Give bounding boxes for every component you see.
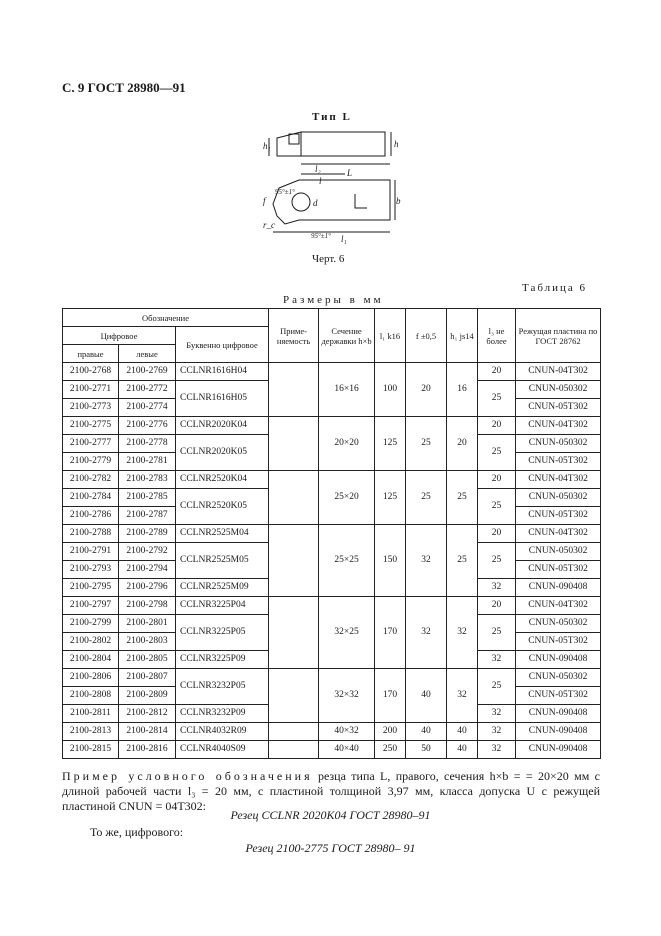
table-body	[63, 363, 601, 759]
label-angle1: 95°±1°	[275, 188, 295, 196]
cell-h1: 32	[447, 597, 478, 669]
label-d: d	[313, 198, 318, 208]
page-header: С. 9 ГОСТ 28980—91	[62, 80, 186, 95]
cell-h1: 25	[447, 525, 478, 597]
cell-right-code: 2100-2813	[63, 723, 119, 741]
cell-insert: CNUN-05T302	[516, 507, 601, 525]
cell-l3: 32	[478, 651, 516, 669]
cell-section: 40×40	[319, 741, 375, 759]
cell-l3: 32	[478, 723, 516, 741]
cell-right-code: 2100-2788	[63, 525, 119, 543]
cell-left-code: 2100-2812	[119, 705, 176, 723]
cell-left-code: 2100-2776	[119, 417, 176, 435]
cell-section: 25×20	[319, 471, 375, 525]
cell-letter-code: CCLNR4032R09	[176, 723, 269, 741]
header-insert: Режущая пластина по ГОСТ 28762	[516, 309, 601, 363]
cell-letter-code: CCLNR1616H04	[176, 363, 269, 381]
label-L: L	[347, 168, 353, 178]
cell-f: 25	[406, 471, 447, 525]
header-letter: Буквенно цифровое	[176, 327, 269, 363]
header-f: f ±0,5	[406, 309, 447, 363]
header-usage: Приме-няемость	[269, 309, 319, 363]
cell-left-code: 2100-2783	[119, 471, 176, 489]
cell-f: 32	[406, 525, 447, 597]
example-same-digital: То же, цифрового:	[90, 825, 184, 839]
cell-section: 25×25	[319, 525, 375, 597]
cell-left-code: 2100-2803	[119, 633, 176, 651]
cell-insert: CNUN-090408	[516, 705, 601, 723]
cell-usage	[269, 741, 319, 759]
example-intro-rest: резца типа L, правого, сечения h×b = = 20×20 мм с длиной рабочей части l₃ = 20 мм, с пластиной толщиной 3,97 мм, класса допуска U с режущей пластиной CNUN = 04T302:	[62, 769, 601, 813]
cell-f: 20	[406, 363, 447, 417]
cell-left-code: 2100-2801	[119, 615, 176, 633]
cell-letter-code: CCLNR2525M05	[176, 543, 269, 579]
header-section: Сечение державки h×b	[319, 309, 375, 363]
cell-insert: CNUN-090408	[516, 741, 601, 759]
label-h: h	[394, 139, 399, 149]
cell-insert: CNUN-050302	[516, 435, 601, 453]
cell-insert: CNUN-04T302	[516, 417, 601, 435]
cell-insert: CNUN-05T302	[516, 561, 601, 579]
cell-left-code: 2100-2805	[119, 651, 176, 669]
cell-letter-code: CCLNR2525M09	[176, 579, 269, 597]
cell-left-code: 2100-2785	[119, 489, 176, 507]
cell-section: 32×25	[319, 597, 375, 669]
cell-l1: 170	[375, 669, 406, 723]
cell-right-code: 2100-2784	[63, 489, 119, 507]
example-designation-digital: Резец 2100-2775 ГОСТ 28980– 91	[245, 841, 416, 855]
cell-left-code: 2100-2809	[119, 687, 176, 705]
label-rc: r_c	[263, 220, 275, 230]
table-row	[63, 669, 601, 687]
cell-insert: CNUN-050302	[516, 669, 601, 687]
cell-right-code: 2100-2793	[63, 561, 119, 579]
cell-section: 20×20	[319, 417, 375, 471]
cell-insert: CNUN-090408	[516, 723, 601, 741]
cell-right-code: 2100-2782	[63, 471, 119, 489]
cell-insert: CNUN-050302	[516, 543, 601, 561]
cell-letter-code: CCLNR4040S09	[176, 741, 269, 759]
cutter-drawing	[255, 124, 415, 254]
cell-usage	[269, 723, 319, 741]
label-l1: l₁	[341, 234, 347, 244]
cell-letter-code: CCLNR3225P05	[176, 615, 269, 651]
cell-left-code: 2100-2789	[119, 525, 176, 543]
cell-left-code: 2100-2798	[119, 597, 176, 615]
cell-insert: CNUN-090408	[516, 579, 601, 597]
cell-left-code: 2100-2774	[119, 399, 176, 417]
cell-insert: CNUN-04T302	[516, 363, 601, 381]
cell-h1: 32	[447, 669, 478, 723]
cell-left-code: 2100-2794	[119, 561, 176, 579]
header-l1: l₁ k16	[375, 309, 406, 363]
cell-left-code: 2100-2796	[119, 579, 176, 597]
cell-l3: 20	[478, 597, 516, 615]
cell-insert: CNUN-04T302	[516, 597, 601, 615]
cell-section: 16×16	[319, 363, 375, 417]
header-designation: Обозначение	[63, 309, 269, 327]
cell-l3: 25	[478, 489, 516, 525]
header-h1: h₁ js14	[447, 309, 478, 363]
cell-letter-code: CCLNR2520K05	[176, 489, 269, 525]
cell-usage	[269, 417, 319, 471]
cell-left-code: 2100-2772	[119, 381, 176, 399]
label-l: l	[319, 176, 322, 186]
cell-right-code: 2100-2768	[63, 363, 119, 381]
cell-h1: 25	[447, 471, 478, 525]
cell-l1: 170	[375, 597, 406, 669]
cell-left-code: 2100-2769	[119, 363, 176, 381]
cell-l3: 25	[478, 543, 516, 579]
example-designation-letter: Резец CCLNR 2020K04 ГОСТ 28980–91	[230, 808, 431, 822]
cell-l1: 200	[375, 723, 406, 741]
cell-right-code: 2100-2797	[63, 597, 119, 615]
cell-l3: 32	[478, 705, 516, 723]
cell-insert: CNUN-05T302	[516, 633, 601, 651]
label-b: b	[396, 196, 401, 206]
cell-right-code: 2100-2804	[63, 651, 119, 669]
cell-left-code: 2100-2816	[119, 741, 176, 759]
cell-l1: 125	[375, 417, 406, 471]
cell-right-code: 2100-2773	[63, 399, 119, 417]
cell-letter-code: CCLNR3225P09	[176, 651, 269, 669]
table-row	[63, 363, 601, 381]
cell-letter-code: CCLNR2525M04	[176, 525, 269, 543]
cell-f: 40	[406, 669, 447, 723]
cell-f: 32	[406, 597, 447, 669]
cell-h1: 40	[447, 741, 478, 759]
cell-l1: 250	[375, 741, 406, 759]
cell-letter-code: CCLNR1616H05	[176, 381, 269, 417]
cell-l3: 20	[478, 363, 516, 381]
cell-left-code: 2100-2814	[119, 723, 176, 741]
cell-right-code: 2100-2771	[63, 381, 119, 399]
cell-insert: CNUN-04T302	[516, 525, 601, 543]
cell-right-code: 2100-2795	[63, 579, 119, 597]
cell-letter-code: CCLNR3225P04	[176, 597, 269, 615]
cell-insert: CNUN-05T302	[516, 399, 601, 417]
cell-l3: 20	[478, 417, 516, 435]
cell-right-code: 2100-2799	[63, 615, 119, 633]
cell-l1: 150	[375, 525, 406, 597]
cell-letter-code: CCLNR3232P09	[176, 705, 269, 723]
cell-insert: CNUN-050302	[516, 381, 601, 399]
cell-insert: CNUN-05T302	[516, 453, 601, 471]
cell-l3: 20	[478, 525, 516, 543]
table-row	[63, 525, 601, 543]
cell-left-code: 2100-2792	[119, 543, 176, 561]
cell-letter-code: CCLNR2520K04	[176, 471, 269, 489]
cell-letter-code: CCLNR2020K04	[176, 417, 269, 435]
cell-h1: 40	[447, 723, 478, 741]
cell-usage	[269, 669, 319, 723]
cell-l1: 100	[375, 363, 406, 417]
cell-section: 32×32	[319, 669, 375, 723]
cell-right-code: 2100-2811	[63, 705, 119, 723]
cell-right-code: 2100-2779	[63, 453, 119, 471]
cell-l3: 20	[478, 471, 516, 489]
cell-h1: 20	[447, 417, 478, 471]
table-number: Таблица 6	[522, 282, 588, 294]
cell-usage	[269, 471, 319, 525]
cell-left-code: 2100-2778	[119, 435, 176, 453]
table-row	[63, 471, 601, 489]
cutter-table	[62, 308, 601, 759]
cell-usage	[269, 597, 319, 669]
cell-l3: 32	[478, 579, 516, 597]
cell-l3: 25	[478, 669, 516, 705]
header-left: левые	[119, 345, 176, 363]
cell-l3: 25	[478, 615, 516, 651]
cell-right-code: 2100-2786	[63, 507, 119, 525]
cell-insert: CNUN-04T302	[516, 471, 601, 489]
cell-l3: 25	[478, 435, 516, 471]
cell-left-code: 2100-2781	[119, 453, 176, 471]
table-row	[63, 597, 601, 615]
cell-f: 40	[406, 723, 447, 741]
cell-left-code: 2100-2807	[119, 669, 176, 687]
label-f: f	[263, 196, 266, 206]
cell-usage	[269, 363, 319, 417]
cell-insert: CNUN-050302	[516, 615, 601, 633]
figure-caption: Черт. 6	[312, 253, 345, 265]
cell-right-code: 2100-2791	[63, 543, 119, 561]
cell-section: 40×32	[319, 723, 375, 741]
cell-letter-code: CCLNR2020K05	[176, 435, 269, 471]
example-intro-spaced: Пример условного обозначения	[62, 769, 313, 783]
cell-l3: 25	[478, 381, 516, 417]
label-l2: l₂	[315, 164, 321, 174]
type-label: Тип L	[312, 111, 352, 123]
table-row	[63, 723, 601, 741]
cell-right-code: 2100-2777	[63, 435, 119, 453]
header-right: правые	[63, 345, 119, 363]
cell-left-code: 2100-2787	[119, 507, 176, 525]
cell-right-code: 2100-2808	[63, 687, 119, 705]
cell-right-code: 2100-2802	[63, 633, 119, 651]
label-angle2: 95°±1°	[311, 232, 331, 240]
cell-right-code: 2100-2775	[63, 417, 119, 435]
cell-right-code: 2100-2806	[63, 669, 119, 687]
label-h1: h₁	[263, 141, 271, 151]
cell-insert: CNUN-090408	[516, 651, 601, 669]
cell-f: 25	[406, 417, 447, 471]
cell-letter-code: CCLNR3232P05	[176, 669, 269, 705]
header-digital: Цифровое	[63, 327, 176, 345]
cell-h1: 16	[447, 363, 478, 417]
cell-insert: CNUN-050302	[516, 489, 601, 507]
cell-l3: 32	[478, 741, 516, 759]
header-l3: l₃ не более	[478, 309, 516, 363]
table-row	[63, 741, 601, 759]
cell-usage	[269, 525, 319, 597]
table-row	[63, 417, 601, 435]
cell-f: 50	[406, 741, 447, 759]
cell-l1: 125	[375, 471, 406, 525]
cell-right-code: 2100-2815	[63, 741, 119, 759]
cell-insert: CNUN-05T302	[516, 687, 601, 705]
table-sizes-label: Размеры в мм	[283, 294, 384, 306]
